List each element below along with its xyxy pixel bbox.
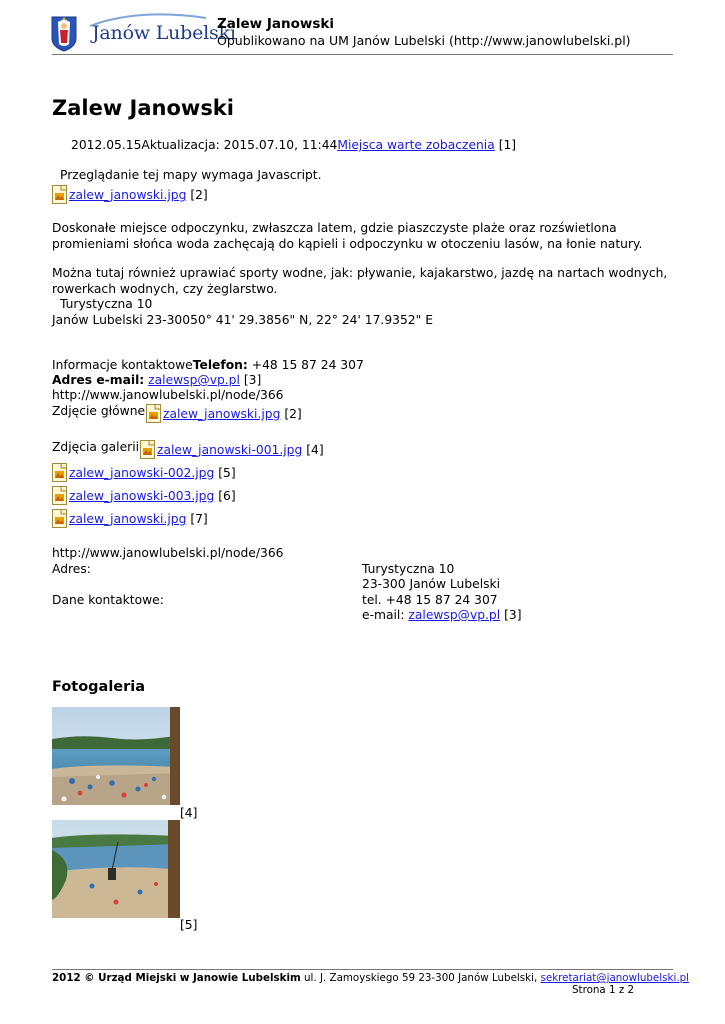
footer-email-link[interactable]: sekretariat@janowlubelski.pl	[540, 972, 689, 984]
gallery-ref-4: [7]	[190, 512, 208, 526]
address-line-1: Turystyczna 10	[362, 562, 455, 576]
gallery-item	[140, 440, 324, 459]
image-file-icon	[140, 440, 155, 459]
map-image-ref: [2]	[190, 188, 208, 202]
gallery-link-1[interactable]: zalew_janowski-001.jpg	[157, 443, 303, 457]
contact-email-row	[52, 373, 261, 387]
gallery-photo-2-ref: [5]	[180, 918, 198, 932]
description-paragraph-1: Doskonałe miejsce odpoczynku, zwłaszcza latem, gdzie piaszczyste plaże oraz rozświetlona promieniami słońca woda zachęcają do kąpieli i odpoczynku w otoczeniu lasów, na łonie natury.	[52, 221, 643, 251]
page-title: Zalew Janowski	[52, 96, 234, 120]
gallery-photo-1[interactable]	[52, 707, 180, 805]
gallery-label: Zdjęcia galerii	[52, 440, 140, 454]
address-phone: tel. +48 15 87 24 307	[362, 593, 498, 607]
gallery-photo-2[interactable]	[52, 820, 180, 918]
image-file-icon	[52, 463, 67, 482]
footer-divider	[52, 969, 673, 970]
gallery-link-4[interactable]: zalew_janowski.jpg	[69, 512, 187, 526]
address-label: Adres:	[52, 562, 91, 576]
contact-data-label: Dane kontaktowe:	[52, 593, 164, 607]
email-link[interactable]: zalewsp@vp.pl	[148, 373, 240, 387]
address-node-url: http://www.janowlubelski.pl/node/366	[52, 546, 284, 560]
gallery-item	[52, 509, 208, 528]
image-file-icon	[52, 185, 67, 204]
phone-value: +48 15 87 24 307	[247, 358, 364, 372]
gallery-link-3[interactable]: zalew_janowski-003.jpg	[69, 489, 215, 503]
main-photo-label: Zdjęcie główne	[52, 404, 146, 418]
map-image-link[interactable]: zalew_janowski.jpg	[69, 188, 187, 202]
contact-info-label: Informacje kontaktowe	[52, 358, 193, 372]
address-email-row	[362, 608, 522, 622]
gallery-link-2[interactable]: zalew_janowski-002.jpg	[69, 466, 215, 480]
article-meta	[71, 138, 516, 152]
site-logo-text: Janów Lubelski	[92, 22, 236, 44]
description-paragraph-2: Można tutaj również uprawiać sporty wodne, jak: pływanie, kajakarstwo, jazdę na nartach wodnych, rowerkach wodnych, czy żeglarstwo.	[52, 266, 668, 296]
gallery-ref-3: [6]	[218, 489, 236, 503]
gallery-item	[52, 463, 236, 482]
header-divider	[52, 54, 673, 55]
address-email-link[interactable]: zalewsp@vp.pl	[408, 608, 501, 622]
main-photo-link[interactable]: zalew_janowski.jpg	[163, 407, 281, 421]
footer-org: 2012 © Urząd Miejski w Janowie Lubelskim	[52, 972, 301, 984]
gallery-section-title: Fotogaleria	[52, 679, 146, 695]
email-ref: [3]	[243, 373, 262, 387]
category-link[interactable]: Miejsca warte zobaczenia	[337, 138, 495, 152]
map-image-row	[52, 185, 208, 204]
main-photo-row	[146, 404, 302, 423]
city-coordinates: Janów Lubelski 23-30050° 41' 29.3856" N, 22° 24' 17.9352" E	[52, 313, 433, 327]
address-email-ref: [3]	[504, 608, 522, 622]
phone-label: Telefon:	[192, 358, 248, 372]
footer-info	[52, 972, 689, 984]
gallery-ref-1: [4]	[306, 443, 324, 457]
email-label: Adres e-mail:	[52, 373, 145, 387]
category-ref: [1]	[498, 138, 517, 152]
image-file-icon	[146, 404, 161, 423]
main-photo-ref: [2]	[284, 407, 302, 421]
footer-address: ul. J. Zamoyskiego 59 23-300 Janów Lubelski,	[300, 972, 541, 984]
gallery-photo-1-ref: [4]	[180, 806, 198, 820]
address-line-2: 23-300 Janów Lubelski	[362, 577, 501, 591]
image-file-icon	[52, 509, 67, 528]
node-url: http://www.janowlubelski.pl/node/366	[52, 388, 284, 402]
gallery-ref-2: [5]	[218, 466, 236, 480]
town-crest-logo	[51, 16, 77, 52]
page-number: Strona 1 z 2	[572, 984, 635, 996]
map-notice: Przeglądanie tej mapy wymaga Javascript.	[60, 168, 322, 182]
gallery-item	[52, 486, 236, 505]
contact-phone-row	[52, 358, 364, 372]
street-address: Turystyczna 10	[60, 297, 153, 311]
publish-dates: 2012.05.15Aktualizacja: 2015.07.10, 11:44	[71, 138, 338, 152]
address-email-prefix: e-mail:	[362, 608, 409, 622]
image-file-icon	[52, 486, 67, 505]
header-subtitle: Opublikowano na UM Janów Lubelski (http://www.janowlubelski.pl)	[217, 33, 631, 48]
header-title: Zalew Janowski	[217, 16, 334, 32]
